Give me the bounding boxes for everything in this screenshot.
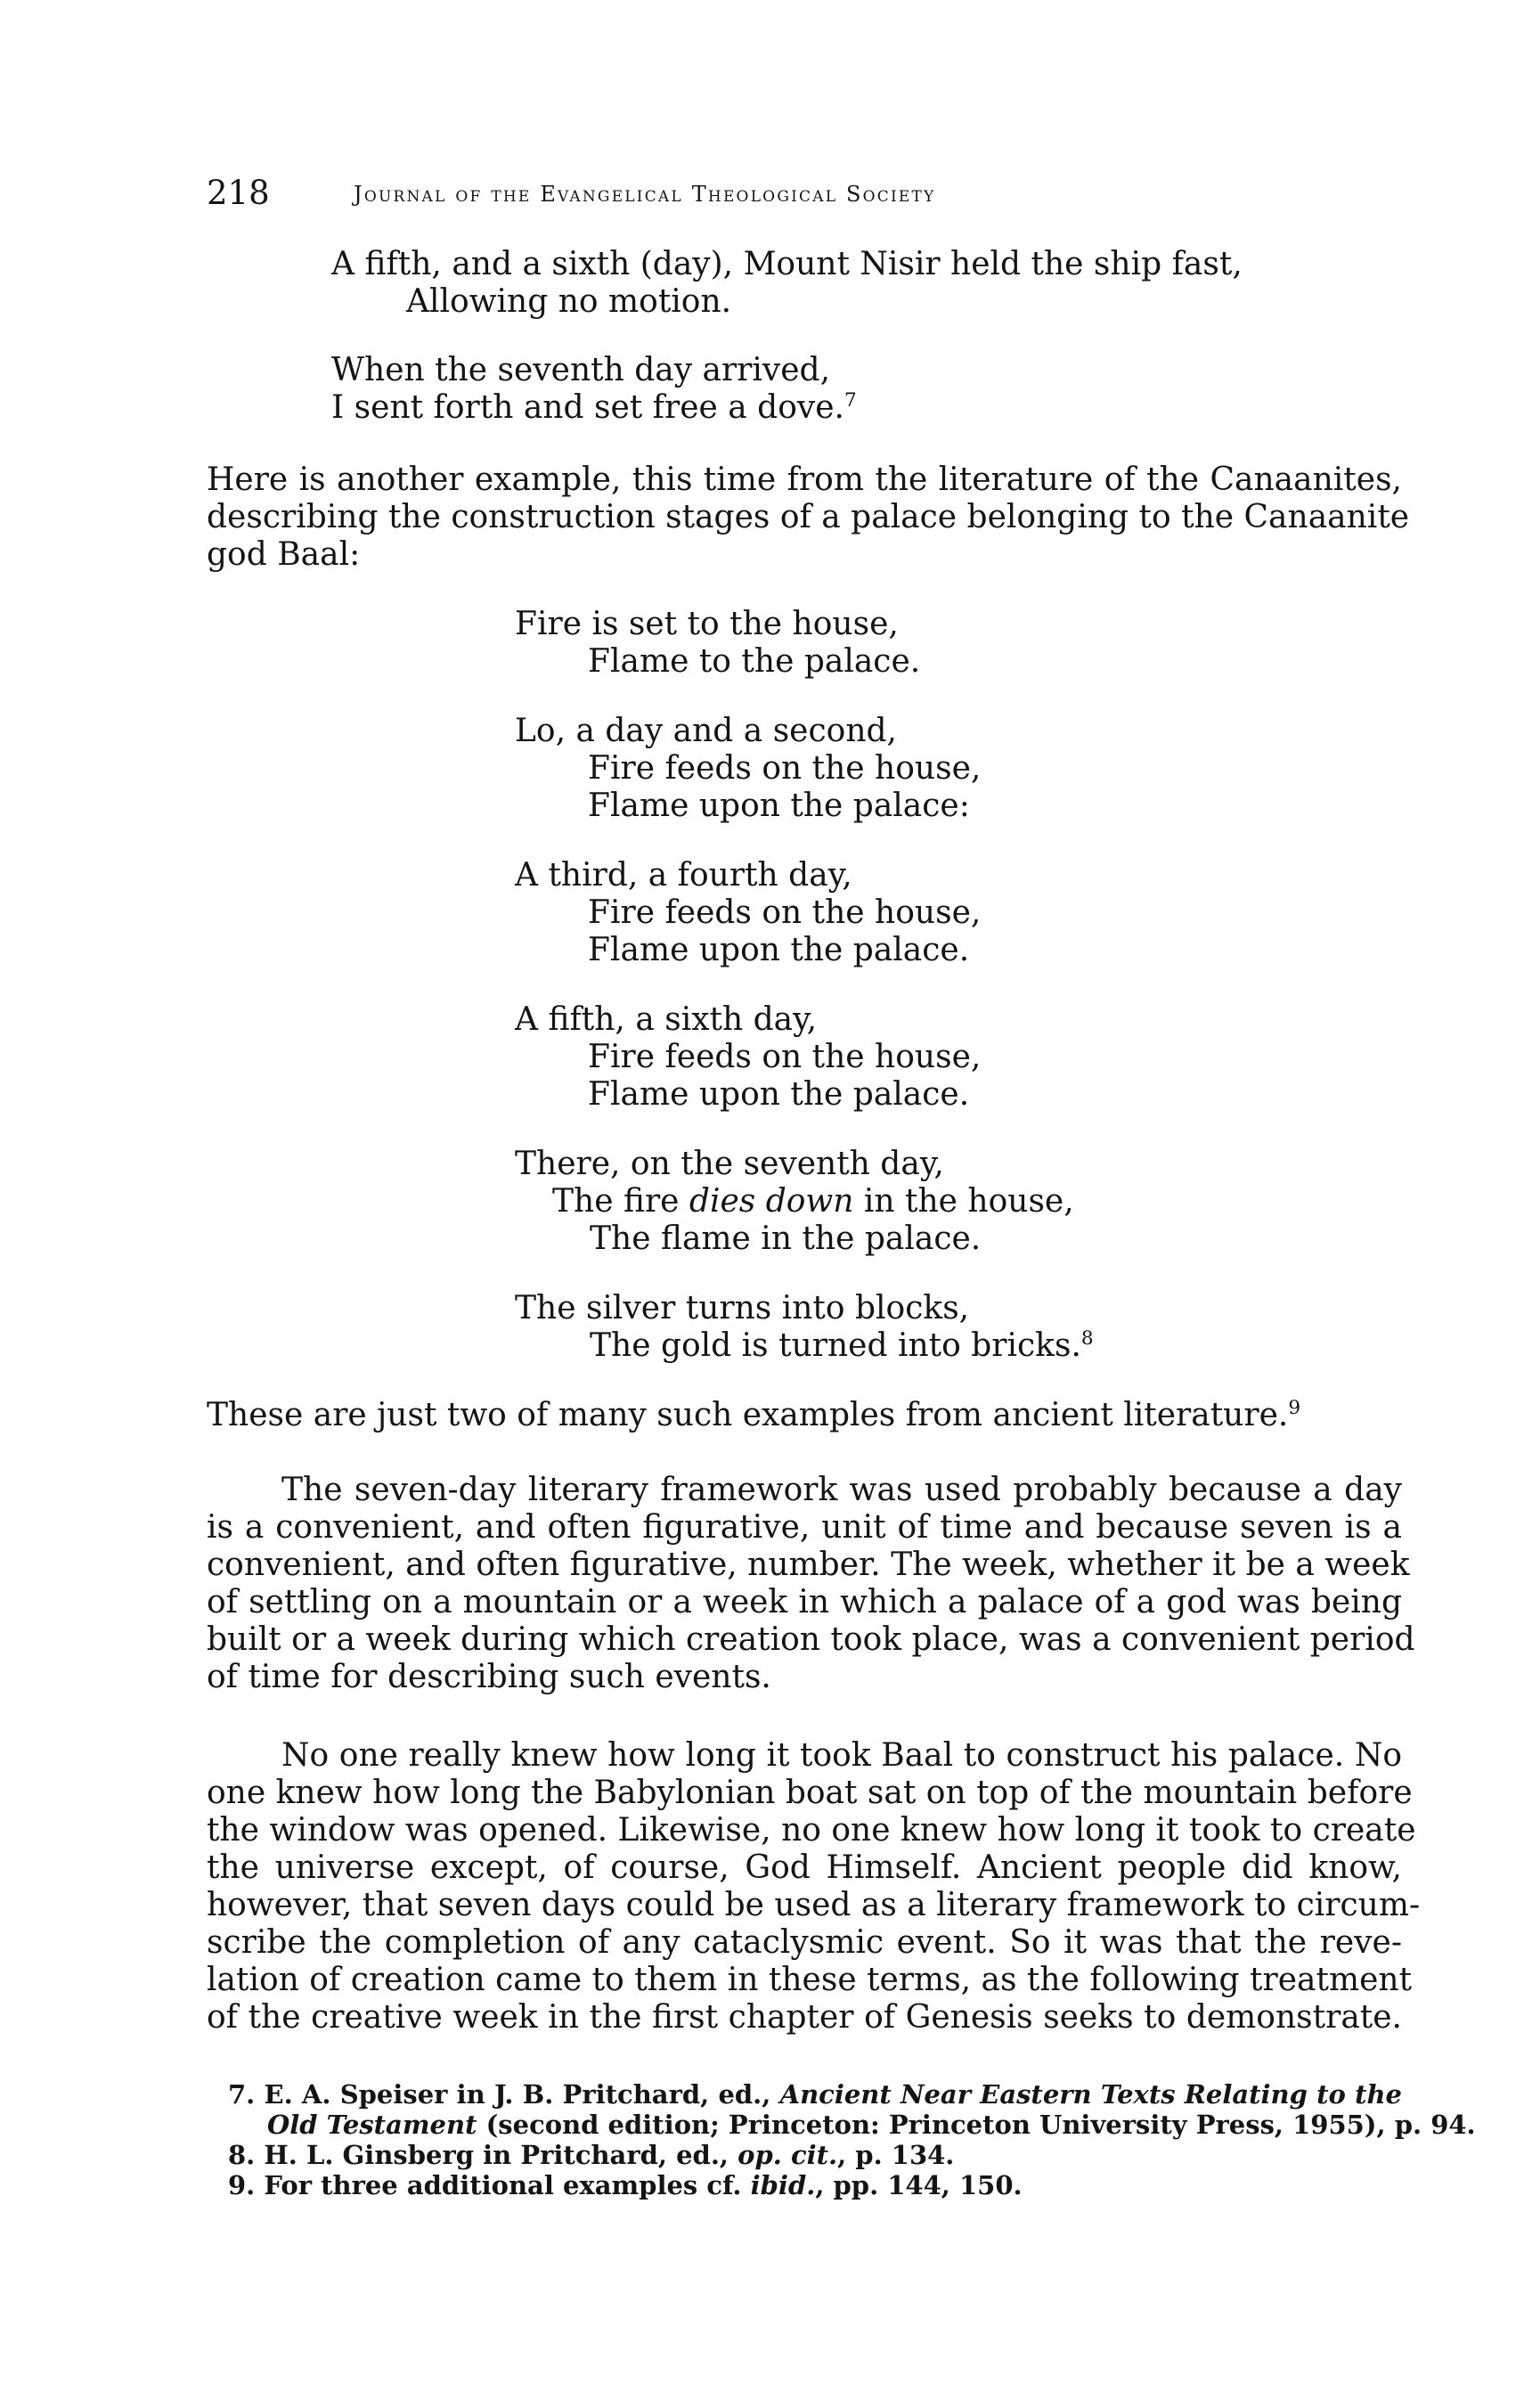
text-line: of settling on a mountain or a week in which a palace of a god was being	[207, 1584, 1402, 1620]
footnote-7-line-2: Old Testament (second edition; Princeton: Princeton University Press, 1955), p. 94.	[267, 2110, 1476, 2140]
verse-line: A fifth, and a sixth (day), Mount Nisir held the ship fast,	[331, 246, 1243, 282]
running-head: Journal of the Evangelical Theological Society	[354, 182, 936, 207]
text-line: however, that seven days could be used as a literary framework to circum-	[207, 1887, 1421, 1923]
paragraph-examples: These are just two of many such examples from ancient literature.$^9$	[207, 1397, 1301, 1433]
verse-line: Fire is set to the house,	[515, 606, 899, 642]
footnote-7-line-1: 7. E. A. Speiser in J. B. Pritchard, ed., Ancient Near Eastern Texts Relating to the	[228, 2079, 1402, 2110]
verse-line: The silver turns into blocks,	[515, 1290, 970, 1326]
italic-phrase: dies down	[689, 1183, 854, 1220]
text-line: god Baal:	[207, 536, 361, 573]
text-line: the window was opened. Likewise, no one knew how long it took to create	[207, 1812, 1416, 1849]
verse-line: The fire dies down in the house,	[552, 1183, 1074, 1220]
text-line: is a convenient, and often figurative, unit of time and because seven is a	[207, 1509, 1402, 1546]
verse-line: The gold is turned into bricks.$^8$	[590, 1327, 1094, 1364]
text-line: built or a week during which creation took place, was a convenient period	[207, 1621, 1415, 1658]
text-line: lation of creation came to them in these terms, as the following treatment	[207, 1962, 1413, 1998]
verse-line: A third, a fourth day,	[515, 857, 852, 894]
verse-line: The flame in the palace.	[590, 1220, 982, 1257]
text-line: the universe except, of course, God Himself. Ancient people did know,	[207, 1849, 1402, 1886]
footnote-9: 9. For three additional examples cf. ibid., pp. 144, 150.	[228, 2170, 1023, 2200]
verse-line: I sent forth and set free a dove.$^7$	[331, 389, 857, 426]
text-line: Here is another example, this time from the literature of the Canaanites,	[207, 461, 1402, 498]
text-line: of time for describing such events.	[207, 1659, 771, 1695]
page-header	[207, 171, 1338, 216]
verse-line: Fire feeds on the house,	[588, 1039, 982, 1075]
text-line: describing the construction stages of a palace belonging to the Canaanite	[207, 499, 1410, 535]
page-number: 218	[207, 174, 270, 212]
verse-line: Flame to the palace.	[588, 643, 921, 680]
verse-line: A fifth, a sixth day,	[515, 1001, 818, 1038]
text-line: No one really knew how long it took Baal to construct his palace. No	[281, 1737, 1402, 1774]
verse-line: When the seventh day arrived,	[331, 352, 831, 388]
footnote-ref-8: 8	[1080, 1327, 1094, 1350]
verse-line: Flame upon the palace.	[588, 1076, 970, 1113]
text-line: scribe the completion of any cataclysmic event. So it was that the reve-	[207, 1924, 1402, 1961]
footnote-8: 8. H. L. Ginsberg in Pritchard, ed., op. cit., p. 134.	[228, 2140, 955, 2170]
footnote-ref-7: 7	[843, 389, 857, 412]
footnote-ref-9: 9	[1288, 1397, 1301, 1419]
text-line: convenient, and often figurative, number. The week, whether it be a week	[207, 1547, 1410, 1583]
text-line: one knew how long the Babylonian boat sat on top of the mountain before	[207, 1775, 1413, 1811]
text-line: of the creative week in the first chapter of Genesis seeks to demonstrate.	[207, 1999, 1402, 2036]
verse-line: Flame upon the palace.	[588, 932, 970, 968]
verse-line: Fire feeds on the house,	[588, 894, 982, 931]
verse-line: Flame upon the palace:	[588, 788, 970, 824]
verse-line: There, on the seventh day,	[515, 1146, 944, 1182]
verse-line: Allowing no motion.	[406, 283, 732, 320]
verse-line: Fire feeds on the house,	[588, 750, 982, 787]
verse-line: Lo, a day and a second,	[515, 713, 897, 749]
text-line: The seven-day literary framework was used probably because a day	[281, 1472, 1402, 1508]
